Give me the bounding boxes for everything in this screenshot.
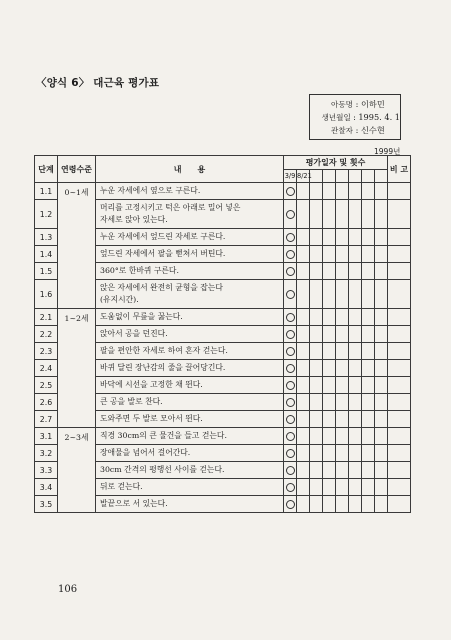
- cell-evaluation: [349, 377, 362, 394]
- content-line: 직경 30cm의 큰 물건을 들고 걷는다.: [100, 431, 227, 440]
- info-row-observer: [315, 124, 400, 137]
- cell-evaluation: [297, 411, 310, 428]
- cell-remarks: [388, 479, 411, 496]
- cell-evaluation: [375, 246, 388, 263]
- cell-remarks: [388, 462, 411, 479]
- cell-evaluation: [297, 445, 310, 462]
- cell-evaluation: [336, 326, 349, 343]
- cell-evaluation: [375, 377, 388, 394]
- cell-evaluation: [349, 343, 362, 360]
- cell-evaluation: [323, 428, 336, 445]
- cell-content: [96, 343, 284, 360]
- cell-evaluation: [349, 411, 362, 428]
- cell-content: [96, 377, 284, 394]
- cell-step: 2.5: [35, 377, 58, 394]
- table-body: [35, 183, 411, 513]
- cell-evaluation: [375, 343, 388, 360]
- cell-evaluation: [349, 496, 362, 513]
- cell-evaluation: [336, 377, 349, 394]
- cell-evaluation: [336, 411, 349, 428]
- info-label: 아동명: [330, 100, 353, 109]
- cell-age-level: 1~2세: [58, 309, 96, 428]
- cell-evaluation: [323, 246, 336, 263]
- cell-evaluation: [375, 183, 388, 200]
- cell-content: [96, 360, 284, 377]
- cell-evaluation: [349, 229, 362, 246]
- cell-evaluation: [362, 496, 375, 513]
- content-line: 앉은 자세에서 완전히 균형을 잡는다: [100, 283, 223, 292]
- cell-evaluation: [323, 200, 336, 229]
- content-line: 뒤로 걷는다.: [100, 482, 143, 491]
- cell-evaluation: [336, 183, 349, 200]
- cell-step: 1.3: [35, 229, 58, 246]
- header-content: 내 용: [96, 156, 284, 183]
- cell-remarks: [388, 200, 411, 229]
- cell-evaluation: [284, 263, 297, 280]
- page-number: 106: [58, 584, 78, 595]
- cell-evaluation: [323, 280, 336, 309]
- cell-evaluation: [284, 309, 297, 326]
- cell-content: [96, 496, 284, 513]
- cell-content: [96, 309, 284, 326]
- cell-evaluation: [362, 428, 375, 445]
- content-line: (유지시간).: [100, 295, 139, 304]
- cell-evaluation: [310, 377, 323, 394]
- circle-mark-icon: [286, 313, 295, 322]
- content-line: 장애물을 넘어서 걸어간다.: [100, 448, 191, 457]
- cell-step: 1.6: [35, 280, 58, 309]
- cell-remarks: [388, 263, 411, 280]
- cell-evaluation: [349, 246, 362, 263]
- cell-evaluation: [323, 326, 336, 343]
- cell-evaluation: [375, 496, 388, 513]
- content-line: 큰 공을 발로 찬다.: [100, 397, 163, 406]
- content-line: 누운 자세에서 엎드린 자세로 구른다.: [100, 232, 226, 241]
- cell-evaluation: [310, 360, 323, 377]
- circle-mark-icon: [286, 187, 295, 196]
- cell-remarks: [388, 326, 411, 343]
- cell-step: 3.5: [35, 496, 58, 513]
- cell-evaluation: [284, 445, 297, 462]
- cell-evaluation: [310, 479, 323, 496]
- cell-step: 1.1: [35, 183, 58, 200]
- cell-remarks: [388, 246, 411, 263]
- cell-content: [96, 462, 284, 479]
- cell-evaluation: [349, 360, 362, 377]
- cell-evaluation: [323, 479, 336, 496]
- cell-content: [96, 183, 284, 200]
- cell-content: [96, 411, 284, 428]
- cell-content: [96, 200, 284, 229]
- header-date: [323, 170, 336, 183]
- cell-evaluation: [310, 496, 323, 513]
- cell-remarks: [388, 360, 411, 377]
- cell-evaluation: [323, 496, 336, 513]
- cell-evaluation: [284, 377, 297, 394]
- header-eval-group: 평가일자 및 횟수: [284, 156, 388, 170]
- cell-remarks: [388, 411, 411, 428]
- cell-content: [96, 428, 284, 445]
- content-line: 팔을 편안한 자세로 하여 혼자 걷는다.: [100, 346, 228, 355]
- cell-evaluation: [323, 229, 336, 246]
- content-line: 바닥에 시선을 고정한 채 뛴다.: [100, 380, 203, 389]
- cell-content: [96, 445, 284, 462]
- info-separator: :: [353, 112, 356, 122]
- cell-evaluation: [362, 394, 375, 411]
- cell-evaluation: [310, 462, 323, 479]
- content-line: 30cm 간격의 평행선 사이를 걷는다.: [100, 465, 225, 474]
- cell-evaluation: [323, 263, 336, 280]
- page-title: 〈양식 6〉 대근육 평가표: [36, 77, 160, 89]
- cell-evaluation: [284, 411, 297, 428]
- year-label: 1999년: [374, 147, 401, 156]
- cell-content: [96, 326, 284, 343]
- cell-evaluation: [336, 246, 349, 263]
- cell-evaluation: [284, 428, 297, 445]
- cell-evaluation: [297, 343, 310, 360]
- table-row: [35, 428, 411, 445]
- cell-evaluation: [284, 360, 297, 377]
- cell-evaluation: [362, 309, 375, 326]
- cell-content: [96, 394, 284, 411]
- cell-evaluation: [310, 280, 323, 309]
- cell-evaluation: [349, 200, 362, 229]
- content-line: 360°로 한바퀴 구른다.: [100, 266, 179, 275]
- info-separator: :: [355, 125, 359, 135]
- circle-mark-icon: [286, 500, 295, 509]
- table-row: [35, 309, 411, 326]
- cell-evaluation: [349, 263, 362, 280]
- cell-evaluation: [297, 263, 310, 280]
- cell-evaluation: [297, 246, 310, 263]
- info-separator: :: [355, 99, 359, 109]
- cell-evaluation: [297, 229, 310, 246]
- child-info-box: [309, 94, 401, 140]
- cell-evaluation: [297, 326, 310, 343]
- cell-step: 1.2: [35, 200, 58, 229]
- cell-evaluation: [310, 309, 323, 326]
- cell-evaluation: [375, 263, 388, 280]
- cell-evaluation: [323, 360, 336, 377]
- cell-evaluation: [297, 479, 310, 496]
- info-label: 관찰자: [330, 126, 353, 135]
- content-line: 발끝으로 서 있는다.: [100, 499, 168, 508]
- cell-evaluation: [362, 280, 375, 309]
- info-value: 1995. 4. 1: [358, 112, 400, 122]
- cell-evaluation: [375, 428, 388, 445]
- cell-step: 1.5: [35, 263, 58, 280]
- cell-evaluation: [297, 496, 310, 513]
- circle-mark-icon: [286, 432, 295, 441]
- circle-mark-icon: [286, 267, 295, 276]
- cell-evaluation: [349, 479, 362, 496]
- header-date: [336, 170, 349, 183]
- cell-step: 2.7: [35, 411, 58, 428]
- cell-evaluation: [362, 229, 375, 246]
- cell-evaluation: [375, 229, 388, 246]
- cell-evaluation: [310, 246, 323, 263]
- cell-evaluation: [362, 263, 375, 280]
- circle-mark-icon: [286, 290, 295, 299]
- cell-evaluation: [375, 411, 388, 428]
- cell-evaluation: [362, 343, 375, 360]
- cell-remarks: [388, 343, 411, 360]
- cell-step: 2.3: [35, 343, 58, 360]
- cell-evaluation: [375, 280, 388, 309]
- cell-evaluation: [362, 377, 375, 394]
- info-value: 이하민: [361, 99, 385, 109]
- cell-evaluation: [323, 462, 336, 479]
- cell-evaluation: [362, 200, 375, 229]
- cell-evaluation: [336, 229, 349, 246]
- content-line: 머리를 고정시키고 턱은 아래로 밀어 넣은: [100, 203, 241, 212]
- cell-evaluation: [349, 428, 362, 445]
- cell-content: [96, 229, 284, 246]
- circle-mark-icon: [286, 415, 295, 424]
- header-date: 3/9: [284, 170, 297, 183]
- cell-remarks: [388, 183, 411, 200]
- cell-evaluation: [310, 411, 323, 428]
- cell-age-level: 0~1세: [58, 183, 96, 309]
- content-line: 앉아서 공을 던진다.: [100, 329, 168, 338]
- header-age: 연령수준: [58, 156, 96, 183]
- cell-step: 3.1: [35, 428, 58, 445]
- cell-step: 2.4: [35, 360, 58, 377]
- circle-mark-icon: [286, 330, 295, 339]
- circle-mark-icon: [286, 381, 295, 390]
- table-header-row: [35, 156, 411, 170]
- header-date: [362, 170, 375, 183]
- circle-mark-icon: [286, 233, 295, 242]
- cell-evaluation: [336, 479, 349, 496]
- cell-evaluation: [284, 246, 297, 263]
- cell-evaluation: [336, 445, 349, 462]
- cell-step: 3.4: [35, 479, 58, 496]
- cell-evaluation: [284, 479, 297, 496]
- cell-evaluation: [349, 280, 362, 309]
- cell-step: 2.6: [35, 394, 58, 411]
- cell-content: [96, 246, 284, 263]
- cell-evaluation: [310, 428, 323, 445]
- cell-evaluation: [362, 183, 375, 200]
- circle-mark-icon: [286, 449, 295, 458]
- cell-evaluation: [336, 200, 349, 229]
- cell-remarks: [388, 394, 411, 411]
- cell-evaluation: [297, 200, 310, 229]
- circle-mark-icon: [286, 398, 295, 407]
- circle-mark-icon: [286, 364, 295, 373]
- cell-evaluation: [284, 462, 297, 479]
- cell-evaluation: [323, 377, 336, 394]
- cell-evaluation: [362, 246, 375, 263]
- cell-remarks: [388, 280, 411, 309]
- cell-evaluation: [349, 183, 362, 200]
- cell-evaluation: [362, 445, 375, 462]
- cell-evaluation: [362, 360, 375, 377]
- cell-evaluation: [297, 360, 310, 377]
- cell-evaluation: [336, 496, 349, 513]
- cell-evaluation: [284, 496, 297, 513]
- cell-evaluation: [336, 309, 349, 326]
- cell-remarks: [388, 309, 411, 326]
- cell-evaluation: [336, 343, 349, 360]
- cell-content: [96, 263, 284, 280]
- cell-evaluation: [336, 280, 349, 309]
- cell-evaluation: [349, 394, 362, 411]
- cell-evaluation: [362, 326, 375, 343]
- cell-evaluation: [375, 309, 388, 326]
- cell-evaluation: [375, 360, 388, 377]
- cell-evaluation: [310, 394, 323, 411]
- cell-evaluation: [349, 309, 362, 326]
- content-line: 자세로 앉아 있는다.: [100, 215, 168, 224]
- cell-step: 1.4: [35, 246, 58, 263]
- info-value: 신수현: [361, 125, 385, 135]
- cell-evaluation: [284, 200, 297, 229]
- info-row-birthdate: [315, 111, 400, 124]
- cell-step: 3.3: [35, 462, 58, 479]
- header-date: 8/21: [297, 170, 310, 183]
- cell-evaluation: [375, 462, 388, 479]
- cell-evaluation: [375, 200, 388, 229]
- cell-age-level: 2~3세: [58, 428, 96, 513]
- cell-evaluation: [310, 326, 323, 343]
- circle-mark-icon: [286, 483, 295, 492]
- cell-step: 3.2: [35, 445, 58, 462]
- cell-evaluation: [310, 445, 323, 462]
- cell-evaluation: [310, 229, 323, 246]
- cell-evaluation: [284, 394, 297, 411]
- content-line: 엎드린 자세에서 팔을 뻗쳐서 버틴다.: [100, 249, 226, 258]
- cell-evaluation: [284, 280, 297, 309]
- circle-mark-icon: [286, 250, 295, 259]
- cell-evaluation: [297, 394, 310, 411]
- cell-evaluation: [375, 445, 388, 462]
- content-line: 도움없이 무릎을 꿇는다.: [100, 312, 183, 321]
- cell-evaluation: [323, 343, 336, 360]
- cell-remarks: [388, 428, 411, 445]
- content-line: 누운 자세에서 옆으로 구른다.: [100, 186, 201, 195]
- cell-evaluation: [375, 326, 388, 343]
- cell-evaluation: [297, 280, 310, 309]
- cell-content: [96, 479, 284, 496]
- gross-motor-evaluation-table: [34, 155, 411, 513]
- content-line: 도와주면 두 발로 모아서 뛴다.: [100, 414, 203, 423]
- cell-evaluation: [284, 229, 297, 246]
- cell-content: [96, 280, 284, 309]
- cell-evaluation: [284, 326, 297, 343]
- cell-evaluation: [297, 183, 310, 200]
- circle-mark-icon: [286, 347, 295, 356]
- cell-evaluation: [336, 360, 349, 377]
- cell-evaluation: [297, 309, 310, 326]
- info-label: 생년월일: [321, 113, 351, 122]
- cell-remarks: [388, 445, 411, 462]
- cell-evaluation: [323, 411, 336, 428]
- cell-evaluation: [349, 326, 362, 343]
- header-date: [349, 170, 362, 183]
- cell-evaluation: [349, 445, 362, 462]
- cell-remarks: [388, 496, 411, 513]
- cell-evaluation: [336, 462, 349, 479]
- cell-evaluation: [310, 343, 323, 360]
- cell-evaluation: [284, 343, 297, 360]
- cell-evaluation: [375, 394, 388, 411]
- cell-evaluation: [336, 394, 349, 411]
- info-row-child-name: [315, 98, 400, 111]
- cell-evaluation: [349, 462, 362, 479]
- cell-evaluation: [323, 183, 336, 200]
- header-date: [375, 170, 388, 183]
- cell-step: 2.2: [35, 326, 58, 343]
- cell-evaluation: [323, 394, 336, 411]
- circle-mark-icon: [286, 210, 295, 219]
- cell-evaluation: [297, 462, 310, 479]
- cell-evaluation: [323, 445, 336, 462]
- cell-evaluation: [362, 462, 375, 479]
- cell-evaluation: [297, 377, 310, 394]
- cell-evaluation: [310, 263, 323, 280]
- cell-step: 2.1: [35, 309, 58, 326]
- content-line: 바퀴 달린 장난감의 줄을 끌어당긴다.: [100, 363, 226, 372]
- cell-evaluation: [310, 183, 323, 200]
- cell-evaluation: [297, 428, 310, 445]
- header-remarks: 비 고: [388, 156, 411, 183]
- cell-evaluation: [362, 479, 375, 496]
- header-step: 단계: [35, 156, 58, 183]
- cell-evaluation: [362, 411, 375, 428]
- cell-evaluation: [323, 309, 336, 326]
- cell-remarks: [388, 377, 411, 394]
- circle-mark-icon: [286, 466, 295, 475]
- cell-evaluation: [375, 479, 388, 496]
- cell-evaluation: [284, 183, 297, 200]
- cell-evaluation: [336, 428, 349, 445]
- cell-evaluation: [336, 263, 349, 280]
- table-row: [35, 183, 411, 200]
- cell-remarks: [388, 229, 411, 246]
- cell-evaluation: [310, 200, 323, 229]
